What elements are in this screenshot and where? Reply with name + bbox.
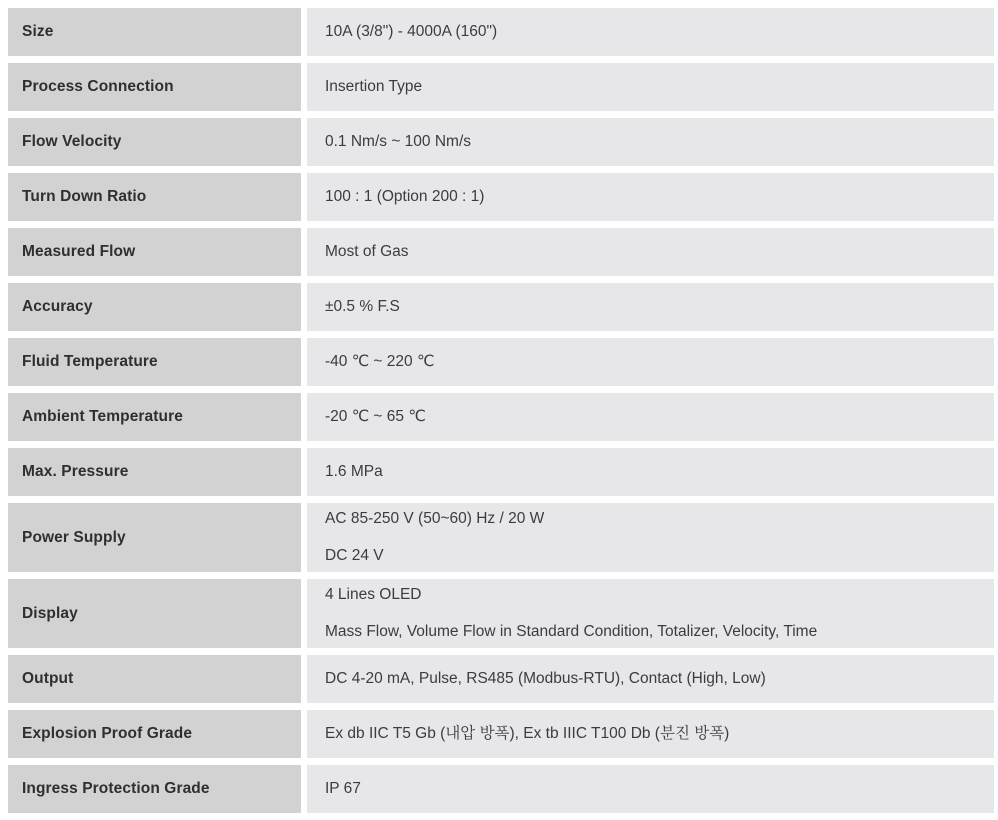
spec-value-flow-velocity bbox=[307, 118, 994, 166]
spec-label-process-connection: Process Connection bbox=[8, 63, 301, 111]
spec-value-fluid-temperature bbox=[307, 338, 994, 386]
spec-value-process-connection bbox=[307, 63, 994, 111]
spec-value-ingress-protection-grade bbox=[307, 765, 994, 813]
spec-value-text: 1.6 MPa bbox=[325, 463, 383, 480]
specification-table bbox=[8, 8, 994, 813]
spec-value-display bbox=[307, 579, 994, 648]
spec-value-text: Ex db IIC T5 Gb (내압 방폭), Ex tb IIIC T100 Db (분진 방폭) bbox=[325, 725, 730, 742]
spec-label-display: Display bbox=[8, 579, 301, 648]
spec-value-text: DC 4-20 mA, Pulse, RS485 (Modbus-RTU), Contact (High, Low) bbox=[325, 670, 766, 687]
spec-value-text: Most of Gas bbox=[325, 243, 409, 260]
spec-value-text: ±0.5 % F.S bbox=[325, 298, 400, 315]
spec-value-measured-flow bbox=[307, 228, 994, 276]
spec-value-explosion-proof-grade bbox=[307, 710, 994, 758]
spec-label-explosion-proof-grade: Explosion Proof Grade bbox=[8, 710, 301, 758]
spec-label-power-supply: Power Supply bbox=[8, 503, 301, 572]
spec-label-measured-flow: Measured Flow bbox=[8, 228, 301, 276]
spec-value-text: AC 85-250 V (50~60) Hz / 20 W bbox=[325, 510, 545, 527]
spec-value-text: -40 ℃ ~ 220 ℃ bbox=[325, 353, 435, 370]
spec-label-flow-velocity: Flow Velocity bbox=[8, 118, 301, 166]
spec-value-max-pressure bbox=[307, 448, 994, 496]
spec-value-text: 0.1 Nm/s ~ 100 Nm/s bbox=[325, 133, 472, 150]
spec-label-size: Size bbox=[8, 8, 301, 56]
spec-value-text: 4 Lines OLED bbox=[325, 586, 422, 603]
spec-value-text: 10A (3/8") - 4000A (160") bbox=[325, 23, 498, 40]
spec-label-ambient-temperature: Ambient Temperature bbox=[8, 393, 301, 441]
spec-value-turn-down-ratio bbox=[307, 173, 994, 221]
spec-value-output bbox=[307, 655, 994, 703]
spec-label-max-pressure: Max. Pressure bbox=[8, 448, 301, 496]
spec-label-turn-down-ratio: Turn Down Ratio bbox=[8, 173, 301, 221]
spec-value-text: -20 ℃ ~ 65 ℃ bbox=[325, 408, 426, 425]
spec-label-output: Output bbox=[8, 655, 301, 703]
spec-value-text: Mass Flow, Volume Flow in Standard Condition, Totalizer, Velocity, Time bbox=[325, 623, 818, 640]
spec-value-size bbox=[307, 8, 994, 56]
spec-value-accuracy bbox=[307, 283, 994, 331]
spec-label-accuracy: Accuracy bbox=[8, 283, 301, 331]
spec-value-text: DC 24 V bbox=[325, 547, 384, 564]
spec-value-text: IP 67 bbox=[325, 780, 361, 797]
spec-value-text: 100 : 1 (Option 200 : 1) bbox=[325, 188, 485, 205]
spec-value-power-supply bbox=[307, 503, 994, 572]
spec-label-ingress-protection-grade: Ingress Protection Grade bbox=[8, 765, 301, 813]
spec-value-text: Insertion Type bbox=[325, 78, 423, 95]
spec-label-fluid-temperature: Fluid Temperature bbox=[8, 338, 301, 386]
spec-value-ambient-temperature bbox=[307, 393, 994, 441]
